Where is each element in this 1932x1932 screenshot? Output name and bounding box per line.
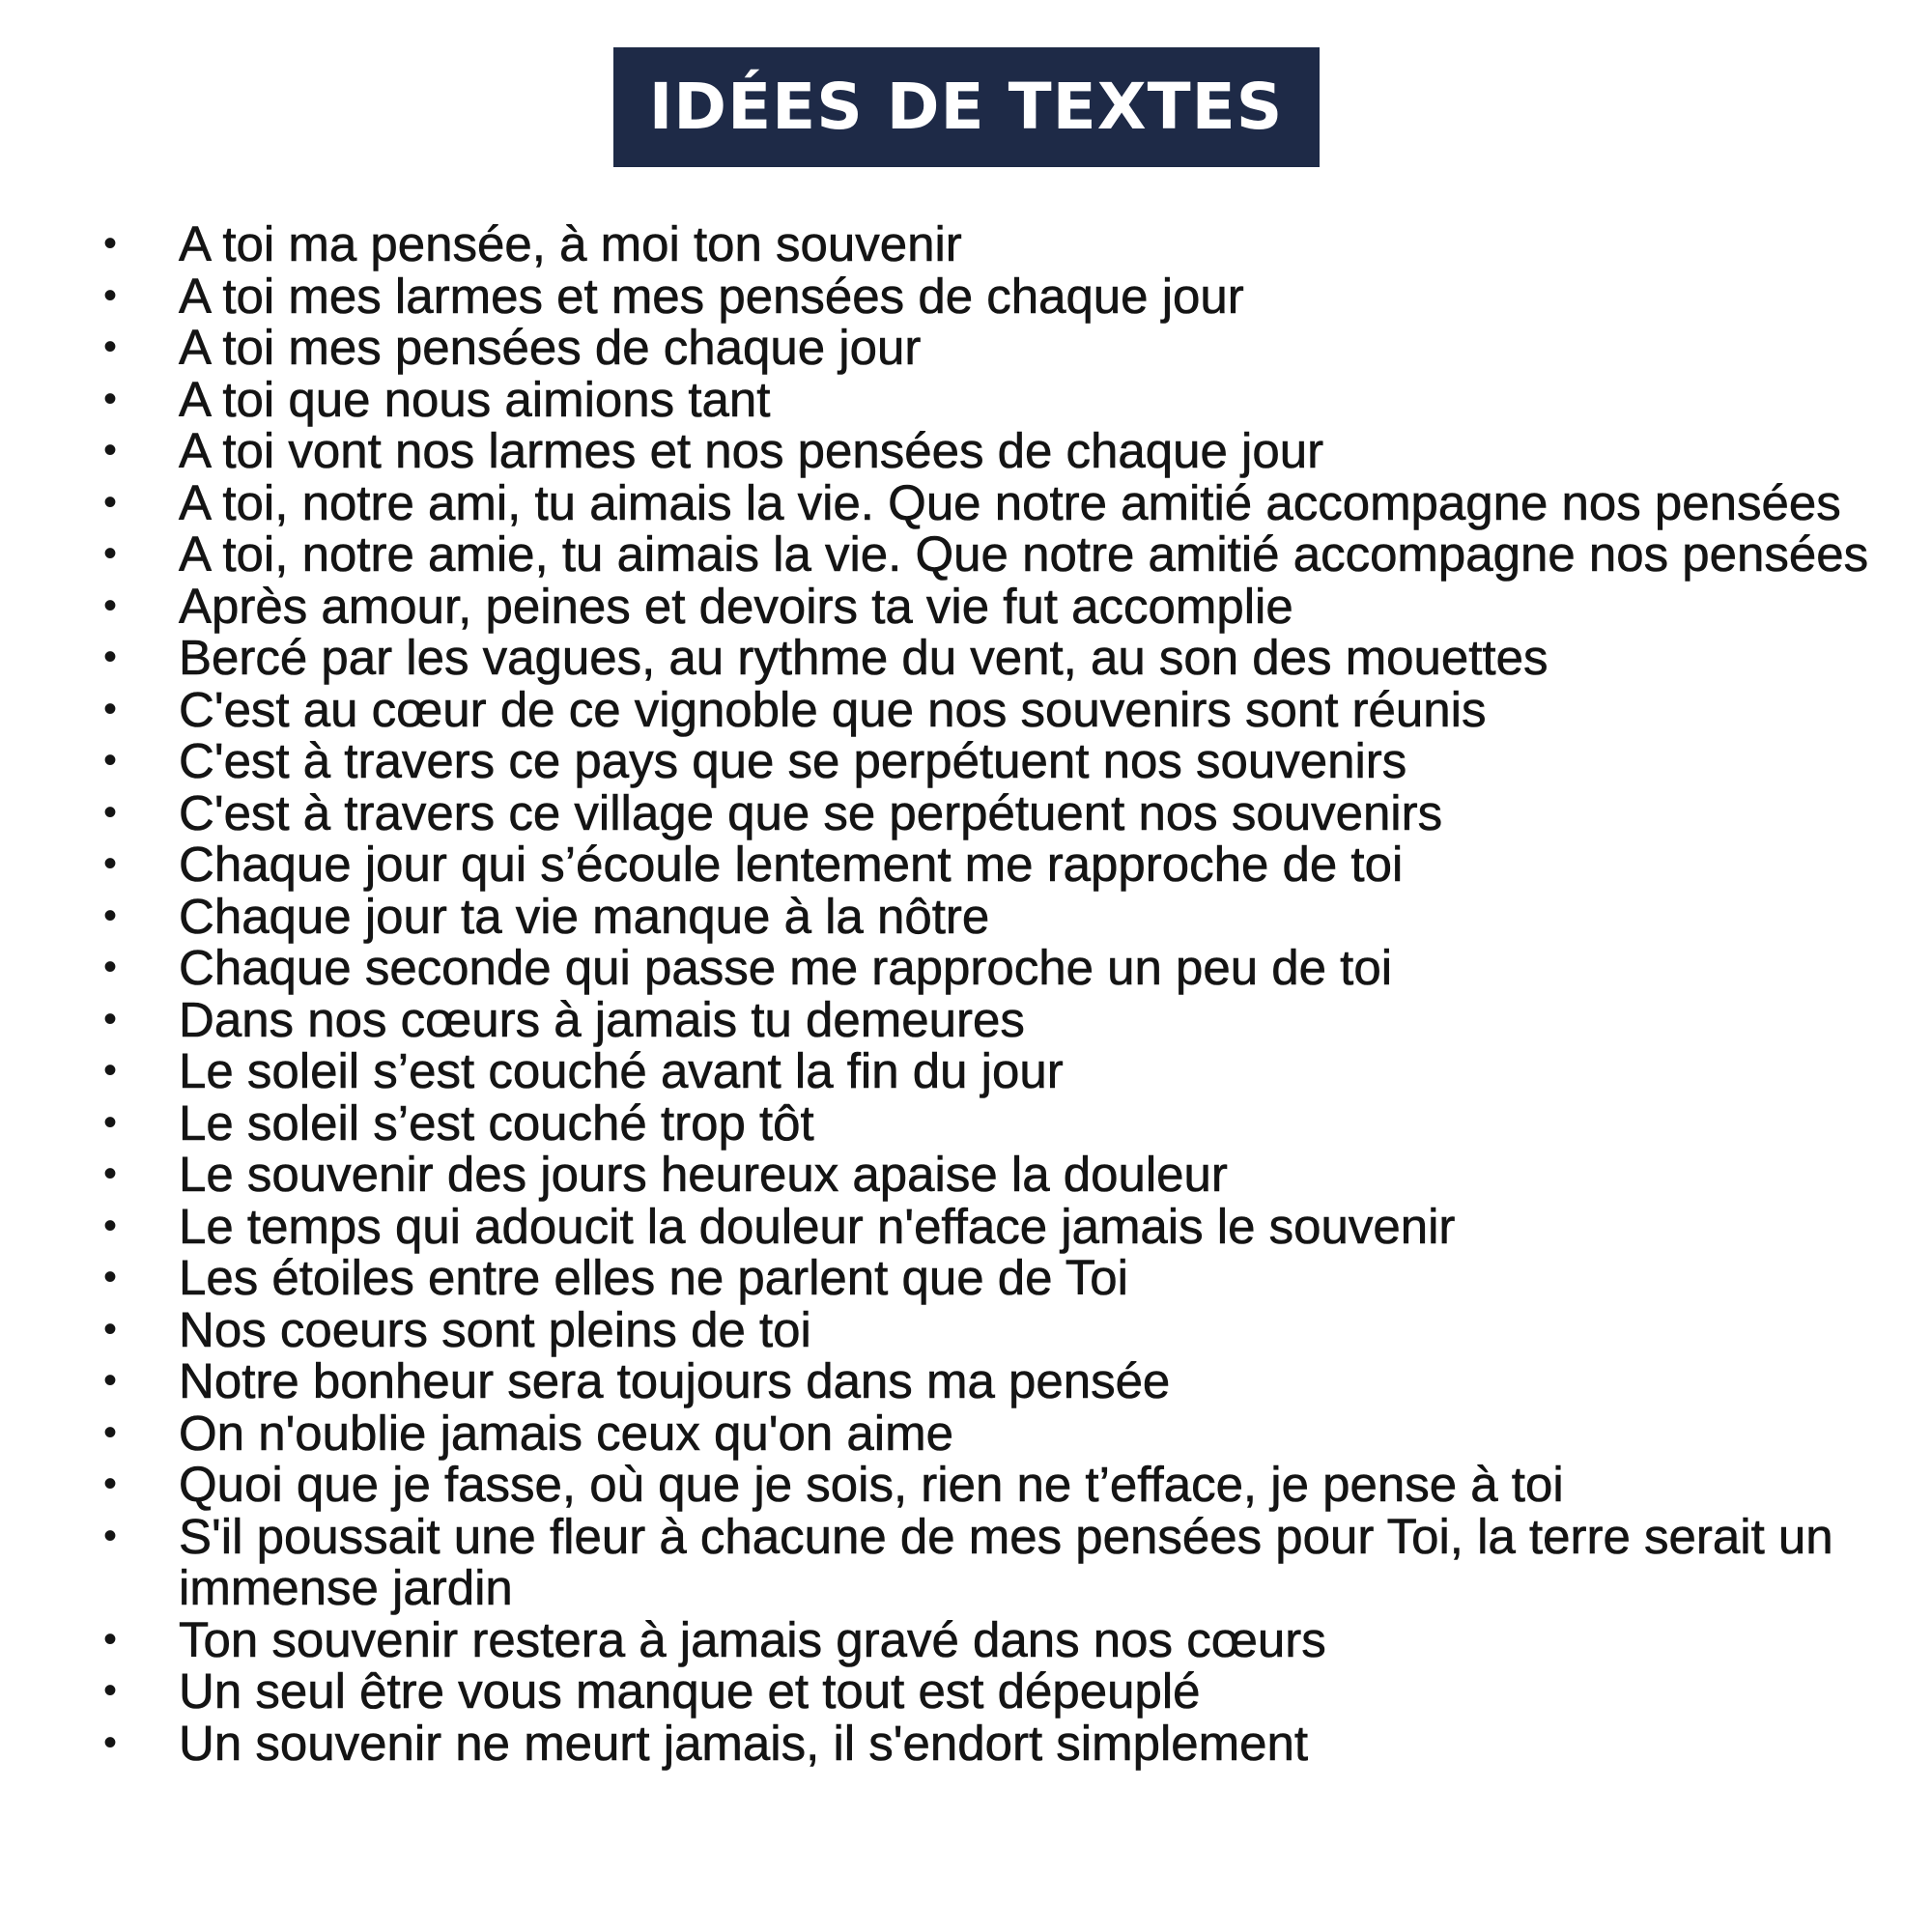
list-item (0, 218, 1932, 270)
bullet-icon: • (102, 946, 117, 988)
list-item-text: Chaque seconde qui passe me rapproche un peu de toi (179, 940, 1393, 995)
bullet-icon: • (102, 1256, 117, 1298)
list-item (0, 1508, 1932, 1615)
list-item (0, 1611, 1932, 1667)
list-item-text: A toi mes larmes et mes pensées de chaque jour (179, 268, 1244, 324)
list-item-text: On n'oublie jamais ceux qu'on aime (179, 1405, 953, 1461)
list-item-text: A toi ma pensée, à moi ton souvenir (179, 216, 962, 271)
list-item (0, 322, 1932, 374)
list-item (0, 1459, 1932, 1511)
list-item (0, 784, 1932, 840)
title-banner-wrapper (0, 47, 1932, 167)
bullet-icon: • (102, 429, 117, 471)
list-item (0, 1252, 1932, 1304)
list-item-text: A toi que nous aimions tant (179, 371, 771, 427)
bullet-icon: • (102, 687, 117, 730)
list-item (0, 270, 1932, 323)
list-item-text: Le souvenir des jours heureux apaise la douleur (179, 1147, 1228, 1202)
list-item-text: Le soleil s’est couché trop tôt (179, 1094, 814, 1151)
bullet-icon: • (102, 1152, 117, 1195)
list-item-text: C'est au cœur de ce vignoble que nos souvenirs sont réunis (179, 681, 1487, 737)
title-banner (613, 47, 1320, 167)
bullet-icon: • (102, 790, 117, 834)
list-item (0, 425, 1932, 477)
list-item (0, 681, 1932, 737)
list-item-text: Un seul être vous manque et tout est dépeuplé (179, 1663, 1201, 1719)
bullet-icon: • (102, 1049, 117, 1092)
bullet-icon: • (102, 894, 117, 937)
bullet-icon: • (102, 1100, 117, 1144)
list-item (0, 735, 1932, 787)
list-item-text: Un souvenir ne meurt jamais, il s'endort simplement (179, 1715, 1309, 1771)
bullet-icon: • (102, 1617, 117, 1661)
list-item (0, 578, 1932, 634)
bullet-icon: • (102, 480, 117, 524)
bullet-icon: • (102, 1669, 117, 1712)
list-item-text: Dans nos cœurs à jamais tu demeures (179, 991, 1025, 1047)
list-item (0, 888, 1932, 944)
list-item-text: A toi mes pensées de chaque jour (179, 320, 922, 375)
bullet-icon: • (102, 636, 117, 678)
list-item-text: Le temps qui adoucit la douleur n'efface jamais le souvenir (179, 1198, 1456, 1254)
list-item-text: Quoi que je fasse, où que je sois, rien ne t’efface, je pense à toi (179, 1457, 1564, 1512)
list-item (0, 1355, 1932, 1407)
list-item-text: Chaque jour qui s’écoule lentement me rapproche de toi (179, 837, 1404, 892)
list-item-text: S'il poussait une fleur à chacune de mes pensées pour Toi, la terre serait un immense jardin (179, 1508, 1833, 1615)
list-item (0, 474, 1932, 530)
bullet-icon: • (102, 739, 117, 781)
list-item (0, 838, 1932, 891)
list-item (0, 1301, 1932, 1357)
bullet-icon: • (102, 1720, 117, 1764)
list-item-text: C'est à travers ce pays que se perpétuent nos souvenirs (179, 733, 1407, 788)
list-item-text: Chaque jour ta vie manque à la nôtre (179, 888, 990, 944)
list-item-text: Les étoiles entre elles ne parlent que de Toi (179, 1250, 1128, 1305)
list-item (0, 1094, 1932, 1151)
list-item-text: Nos coeurs sont pleins de toi (179, 1301, 811, 1357)
list-item-text: A toi, notre ami, tu aimais la vie. Que notre amitié accompagne nos pensées (179, 474, 1841, 530)
bullet-icon: • (102, 222, 117, 265)
bullet-icon: • (102, 842, 117, 885)
list-item-text: A toi, notre amie, tu aimais la vie. Que notre amitié accompagne nos pensées (179, 526, 1869, 582)
list-item-text: Après amour, peines et devoirs ta vie fut accomplie (179, 578, 1293, 634)
bullet-icon: • (102, 532, 117, 575)
bullet-icon: • (102, 583, 117, 627)
list-item (0, 1407, 1932, 1460)
bullet-icon: • (102, 1463, 117, 1505)
list-item (0, 1715, 1932, 1771)
list-item-text: Ton souvenir restera à jamais gravé dans nos cœurs (179, 1611, 1326, 1667)
bullet-icon: • (102, 377, 117, 420)
bullet-icon: • (102, 1359, 117, 1402)
bullet-icon: • (102, 1410, 117, 1454)
list-item (0, 1665, 1932, 1718)
bullet-icon: • (102, 1204, 117, 1247)
list-item-text: Le soleil s’est couché avant la fin du jour (179, 1043, 1064, 1098)
list-item-text: A toi vont nos larmes et nos pensées de chaque jour (179, 423, 1324, 478)
bullet-icon: • (102, 1307, 117, 1350)
list-item-text: Bercé par les vagues, au rythme du vent, au son des mouettes (179, 630, 1548, 685)
bullet-icon: • (102, 1514, 117, 1557)
list-item (0, 632, 1932, 684)
list-item (0, 371, 1932, 427)
bullet-icon: • (102, 997, 117, 1040)
list-item (0, 1149, 1932, 1201)
list-item-text: C'est à travers ce village que se perpétuent nos souvenirs (179, 784, 1443, 840)
list-item (0, 942, 1932, 994)
list-item (0, 991, 1932, 1047)
bullet-icon: • (102, 326, 117, 368)
text-ideas-list (0, 218, 1932, 1769)
list-item (0, 528, 1932, 581)
list-item (0, 1045, 1932, 1097)
bullet-icon: • (102, 273, 117, 317)
page-title: IDÉES DE TEXTES (648, 70, 1284, 144)
list-item-text: Notre bonheur sera toujours dans ma pensée (179, 1353, 1171, 1408)
list-item (0, 1198, 1932, 1254)
